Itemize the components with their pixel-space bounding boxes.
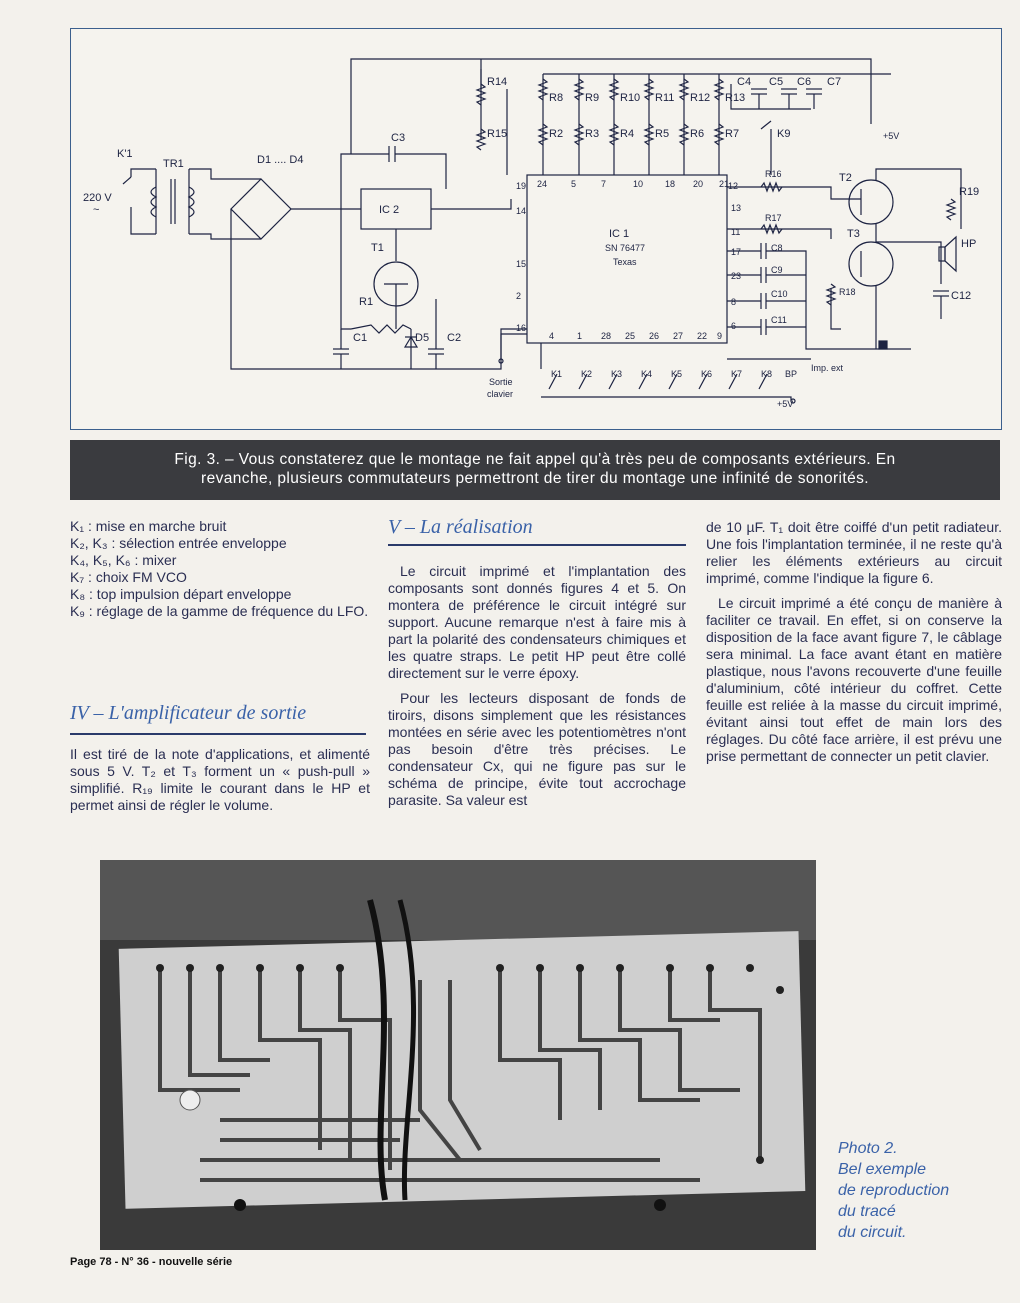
label-r15: R15 xyxy=(487,128,508,140)
label-r2: R2 xyxy=(549,128,564,140)
label-hp: HP xyxy=(961,238,977,250)
pin-label: 6 xyxy=(731,321,737,331)
label-r7: R7 xyxy=(725,128,740,140)
caption-line-2: revanche, plusieurs commutateurs permettront de tirer du montage une infinité de sonorités. xyxy=(201,470,869,487)
paragraph: de 10 µF. T₁ doit être coiffé d'un petit radiateur. Une fois l'implantation terminée, il ne reste qu'à relier les éléments extérieurs au circuit imprimé, comme l'indique la figure 6. xyxy=(706,519,1002,586)
pin-label: 15 xyxy=(516,259,527,269)
label-k9: K9 xyxy=(777,128,791,140)
column-2 xyxy=(388,563,686,809)
label-c10: C10 xyxy=(771,289,788,299)
label-c6: C6 xyxy=(797,76,812,88)
list-item: K₂, K₃ : sélection entrée enveloppe xyxy=(70,535,287,551)
list-item: K₇ : choix FM VCO xyxy=(70,569,187,585)
label-c1: C1 xyxy=(353,332,368,344)
label-plus5v-bottom: +5V xyxy=(777,399,794,409)
label-t1: T1 xyxy=(371,242,384,254)
pin-label: 22 xyxy=(697,331,708,341)
paragraph: Le circuit imprimé et l'implantation des composants sont donnés figures 4 et 5. On montera de préférence le circuit intégré sur support. Aucune remarque n'est à faire mis à part la polarité des condensateurs chimiques et les quatre straps. Le petit HP peut être collé directement sur le verre époxy. xyxy=(388,563,686,681)
list-item: K₄, K₅, K₆ : mixer xyxy=(70,552,177,568)
pin-label: 17 xyxy=(731,247,742,257)
label-r12: R12 xyxy=(690,92,711,104)
schematic-figure xyxy=(70,28,1002,430)
label-r13: R13 xyxy=(725,92,746,104)
label-r6: R6 xyxy=(690,128,705,140)
label-k5: K5 xyxy=(671,369,683,379)
caption-line-1: Fig. 3. – Vous constaterez que le montage ne fait appel qu'à très peu de composants extérieurs. En xyxy=(174,451,896,468)
label-sortie: Sortie xyxy=(489,377,513,387)
label-diodes: D1 .... D4 xyxy=(257,154,304,166)
figure-caption xyxy=(70,440,1000,500)
label-r18: R18 xyxy=(839,287,856,297)
page-footer: Page 78 - N° 36 - nouvelle série xyxy=(70,1256,233,1268)
label-r5: R5 xyxy=(655,128,670,140)
pin-label: 16 xyxy=(516,323,527,333)
photo-caption-line: Bel exemple xyxy=(838,1161,927,1178)
label-r10: R10 xyxy=(620,92,641,104)
label-k2: K2 xyxy=(581,369,593,379)
list-item: K₉ : réglage de la gamme de fréquence du LFO. xyxy=(70,603,369,619)
label-k3: K3 xyxy=(611,369,623,379)
pin-label: 20 xyxy=(693,179,704,189)
paragraph: Pour les lecteurs disposant de fonds de tiroirs, disons simplement que les résistances montées en série avec les potentiomètres n'ont pas besoin d'être très précises. Le condensateur Cx, qui ne figure pas sur le schéma de principe, évite tout accrochage parasite. Sa valeur est xyxy=(388,690,686,808)
pin-label: 23 xyxy=(731,271,742,281)
pin-label: 24 xyxy=(537,179,548,189)
label-r17: R17 xyxy=(765,213,782,223)
pin-label: 7 xyxy=(601,179,607,189)
label-r16: R16 xyxy=(765,169,782,179)
label-k6: K6 xyxy=(701,369,713,379)
pin-label: 13 xyxy=(731,203,742,213)
section-title-v: V – La réalisation xyxy=(388,516,533,538)
section-divider xyxy=(70,733,366,735)
switch-list xyxy=(70,518,370,620)
column-1 xyxy=(70,518,370,620)
section-title-iv: IV – L'amplificateur de sortie xyxy=(70,702,307,724)
label-clavier: clavier xyxy=(487,389,514,399)
pin-label: 26 xyxy=(649,331,660,341)
pin-label: 28 xyxy=(601,331,612,341)
label-c3: C3 xyxy=(391,132,406,144)
label-r3: R3 xyxy=(585,128,600,140)
list-item: K₈ : top impulsion départ enveloppe xyxy=(70,586,292,602)
label-t2: T2 xyxy=(839,172,852,184)
label-r1: R1 xyxy=(359,296,374,308)
label-c2: C2 xyxy=(447,332,462,344)
photo-caption-line: du circuit. xyxy=(838,1224,907,1241)
label-c5: C5 xyxy=(769,76,784,88)
label-ic1-part: SN 76477 xyxy=(605,243,646,253)
label-c9: C9 xyxy=(771,265,783,275)
label-r19: R19 xyxy=(959,186,980,198)
label-c7: C7 xyxy=(827,76,842,88)
pin-label: 2 xyxy=(516,291,522,301)
label-d5: D5 xyxy=(415,332,430,344)
pin-label: 8 xyxy=(731,297,737,307)
column-3 xyxy=(706,519,1002,765)
label-r9: R9 xyxy=(585,92,600,104)
label-k4: K4 xyxy=(641,369,653,379)
photo-caption-line: du tracé xyxy=(838,1203,896,1220)
pin-label: 19 xyxy=(516,181,527,191)
label-k8: K8 xyxy=(761,369,773,379)
pin-label: 21 xyxy=(719,179,730,189)
label-ic2: IC 2 xyxy=(379,204,400,216)
circuit-diagram xyxy=(71,29,1001,429)
photo-caption-line: de reproduction xyxy=(838,1182,950,1199)
label-k1b: K1 xyxy=(551,369,563,379)
label-k7: K7 xyxy=(731,369,743,379)
pin-label: 27 xyxy=(673,331,684,341)
label-ic1-maker: Texas xyxy=(613,257,637,267)
label-t3: T3 xyxy=(847,228,860,240)
label-c11: C11 xyxy=(771,315,787,325)
paragraph: Le circuit imprimé a été conçu de manière à faciliter ce travail. En effet, si on conserve la disposition de la face avant figure 7, le câblage sera minimal. La face avant étant en matière plastique, nous l'avons recouverte d'une feuille d'aluminium, côté intérieur du coffret. Cette feuille est reliée à la masse du circuit imprimé, évitant ainsi tout effet de main lors des réglages. Du côté face arrière, il est prévu une prise permettant de connecter un petit clavier. xyxy=(706,595,1002,764)
pin-label: 18 xyxy=(665,179,676,189)
section-divider xyxy=(388,544,686,546)
label-imp-ext: Imp. ext xyxy=(811,363,844,373)
label-r11: R11 xyxy=(655,92,675,104)
label-ic1: IC 1 xyxy=(609,228,630,240)
label-r8: R8 xyxy=(549,92,564,104)
label-tr1: TR1 xyxy=(163,158,184,170)
pin-label: 5 xyxy=(571,179,577,189)
circuit-board-photo xyxy=(100,860,816,1250)
label-c4: C4 xyxy=(737,76,752,88)
label-k1: K'1 xyxy=(117,148,133,160)
photo-caption-line: Photo 2. xyxy=(838,1140,898,1157)
pin-label: 25 xyxy=(625,331,636,341)
label-plus5v-top: +5V xyxy=(883,131,900,141)
pin-label: 4 xyxy=(549,331,555,341)
pin-label: 14 xyxy=(516,206,527,216)
pin-label: 11 xyxy=(731,227,741,237)
list-item: K₁ : mise en marche bruit xyxy=(70,518,227,534)
label-ac: ~ xyxy=(93,204,100,216)
pin-label: 1 xyxy=(577,331,583,341)
pin-label: 10 xyxy=(633,179,644,189)
label-r14: R14 xyxy=(487,76,508,88)
pin-label: 12 xyxy=(728,181,739,191)
amplifier-paragraph: Il est tiré de la note d'applications, et alimenté sous 5 V. T₂ et T₃ forment un « push-pull » simplifié. R₁₉ limite le courant dans le HP et permet ainsi de régler le volume. xyxy=(70,746,370,813)
pin-label: 9 xyxy=(717,331,723,341)
label-bp: BP xyxy=(785,369,798,379)
label-mains: 220 V xyxy=(83,192,112,204)
label-r4: R4 xyxy=(620,128,635,140)
photo-caption xyxy=(838,1138,1008,1243)
label-c12: C12 xyxy=(951,290,972,302)
label-c8: C8 xyxy=(771,243,783,253)
